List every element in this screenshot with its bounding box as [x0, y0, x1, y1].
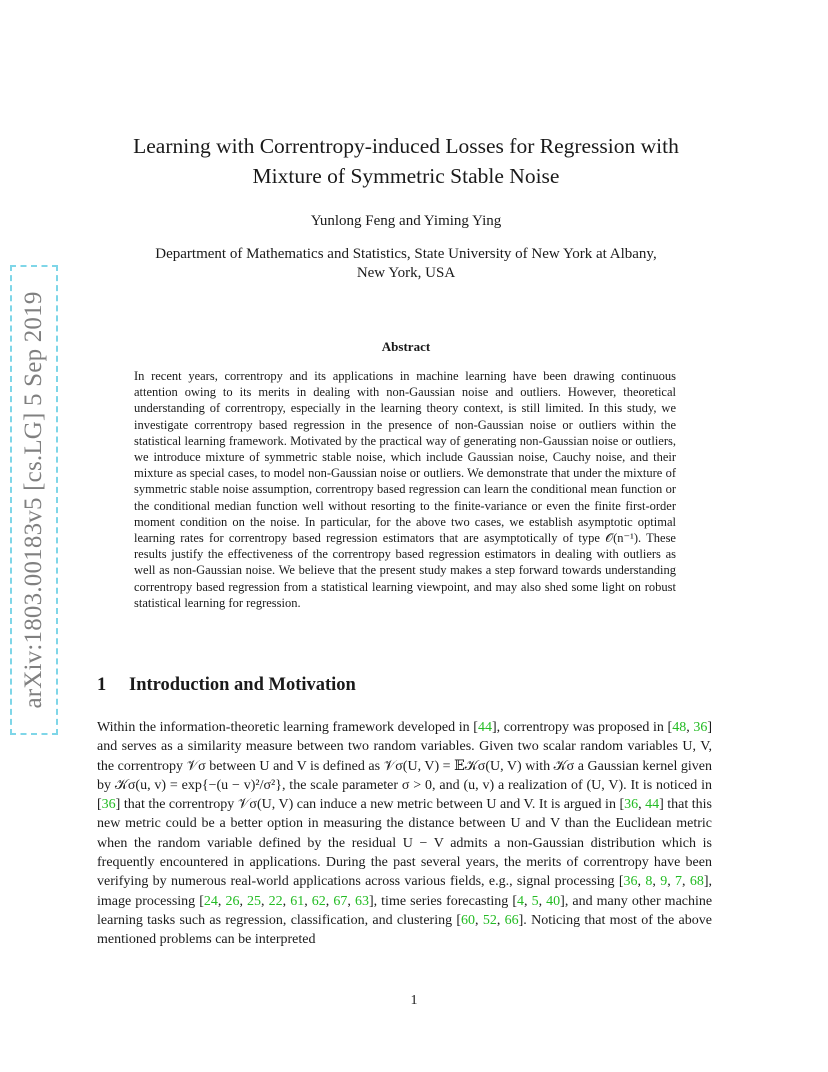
section-number: 1: [97, 675, 107, 695]
intro-text: ,: [538, 893, 547, 909]
intro-text: ,: [239, 893, 248, 909]
affiliation-line-2: New York, USA: [356, 265, 456, 281]
intro-text: Within the information-theoretic learning framework developed in [: [97, 720, 478, 735]
intro-text: ]. Noticing that most of the above mentioned problems can be interpreted: [97, 912, 712, 948]
citation-link[interactable]: 67: [333, 893, 348, 909]
abstract-text: In recent years, correntropy and its applications in machine learning have been drawing continuous attention owing to its merits in dealing with non-Gaussian noise and outliers. However, theoretical understanding of correntropy, especially in the learning theory context, is still limited. In this study, we investigate correntropy based regression in the presence of non-Gaussian noise or outliers within the statistical learning framework. Motivated by the practical way of generating non-Gaussian noise or outliers, we introduce mixture of symmetric stable noise, which include Gaussian noise, Cauchy noise, and their mixture as special cases, to model non-Gaussian noise or outliers. We demonstrate that under the mixture of symmetric stable noise assumption, correntropy based regression can learn the conditional mean function or the conditional median function well without resorting to the finite-variance or even the finite first-order moment condition on the noise. In particular, for the above two cases, we establish asymptotic optimal learning rates for correntropy based regression estimators that are asymptotically of type 𝒪(n⁻¹). These results justify the effectiveness of the correntropy based regression estimators in dealing with outliers as well as non-Gaussian noise. We believe that the present study makes a step forward towards understanding correntropy based regression from a statistical learning viewpoint, and may also shed some light on robust statistical learning for regression.: [134, 369, 676, 610]
citation-link[interactable]: 52: [482, 912, 497, 928]
intro-text: ], and many other machine learning tasks such as regression, classification, and clustering [: [97, 893, 713, 928]
citation-link[interactable]: 9: [660, 874, 668, 890]
page-number: 1: [410, 993, 418, 1008]
citation-link[interactable]: 8: [645, 874, 653, 890]
citation-link[interactable]: 7: [675, 874, 683, 890]
intro-text: ], time series forecasting [: [368, 893, 517, 909]
intro-text: ,: [304, 893, 312, 909]
intro-text: ,: [282, 893, 291, 909]
citation-link[interactable]: 44: [477, 720, 492, 735]
intro-text: ] and serves as a similarity measure between two random variables. Given two scalar random variables U, V, the correntropy 𝒱σ between U and V is defined as 𝒱σ(U, V) = 𝔼𝒦σ(U, V) with 𝒦σ a Gaussian kernel given by 𝒦σ(u, v) = exp{−(u − v)²/σ²}, the scale parameter σ > 0, and (u, v) a realization of (U, V). It is noticed in [: [97, 720, 713, 813]
citation-link[interactable]: 48: [672, 720, 687, 735]
intro-text: ,: [325, 893, 334, 909]
intro-text: ,: [217, 893, 226, 909]
authors: Yunlong Feng and Yiming Ying: [310, 213, 502, 229]
citation-link[interactable]: 25: [247, 893, 262, 909]
intro-paragraph: [97, 718, 712, 950]
citation-link[interactable]: 36: [624, 797, 639, 813]
intro-text: ,: [261, 893, 269, 909]
section-title: Introduction and Motivation: [129, 675, 356, 695]
citation-link[interactable]: 26: [225, 893, 240, 909]
citation-link[interactable]: 68: [689, 874, 704, 890]
abstract-heading: Abstract: [381, 339, 431, 354]
intro-text: ,: [637, 874, 646, 890]
paper-title: [96, 131, 716, 191]
title-line-1: Learning with Correntropy-induced Losses for Regression with: [133, 134, 679, 158]
intro-text: ] that the correntropy 𝒱σ(U, V) can induce a new metric between U and V. It is argued in [: [115, 797, 625, 813]
citation-link[interactable]: 61: [290, 893, 305, 909]
citation-link[interactable]: 5: [531, 893, 539, 909]
citation-link[interactable]: 36: [693, 720, 708, 735]
citation-link[interactable]: 44: [645, 797, 660, 813]
intro-text: ], correntropy was proposed in [: [491, 720, 673, 735]
citation-link[interactable]: 36: [623, 874, 638, 890]
intro-text: ,: [638, 797, 646, 813]
intro-text: ] that this new metric could be a better option in measuring the distance between U and V than the Euclidean metric when the random variable defined by the residual U − V admits a non-Gaussian distribution which is frequently encountered in applications. During the past several years, the merits of correntropy have been verifying by numerous real-world applications across various fields, e.g., signal processing [: [97, 797, 713, 890]
intro-text: ,: [652, 874, 661, 890]
intro-text: ,: [686, 720, 694, 735]
title-line-2: Mixture of Symmetric Stable Noise: [252, 164, 560, 188]
arxiv-stamp[interactable]: [10, 265, 58, 735]
citation-link[interactable]: 22: [268, 893, 283, 909]
intro-text: ,: [496, 912, 505, 928]
intro-text: ,: [682, 874, 690, 890]
intro-text: ], image processing [: [97, 874, 713, 909]
affiliation: [96, 245, 716, 283]
intro-text: ,: [475, 912, 483, 928]
citation-link[interactable]: 62: [311, 893, 326, 909]
intro-text: ,: [524, 893, 532, 909]
citation-link[interactable]: 4: [517, 893, 524, 909]
citation-link[interactable]: 40: [546, 893, 561, 909]
intro-text: ,: [347, 893, 355, 909]
citation-link[interactable]: 66: [504, 912, 519, 928]
citation-link[interactable]: 24: [203, 893, 218, 909]
section-heading: [97, 675, 356, 696]
intro-text: ,: [667, 874, 676, 890]
affiliation-line-1: Department of Mathematics and Statistics, State University of New York at Albany,: [155, 246, 657, 262]
citation-link[interactable]: 60: [461, 912, 476, 928]
citation-link[interactable]: 36: [101, 797, 116, 813]
citation-link[interactable]: 63: [354, 893, 369, 909]
arxiv-stamp-text: arXiv:1803.00183v5 [cs.LG] 5 Sep 2019: [20, 291, 47, 709]
